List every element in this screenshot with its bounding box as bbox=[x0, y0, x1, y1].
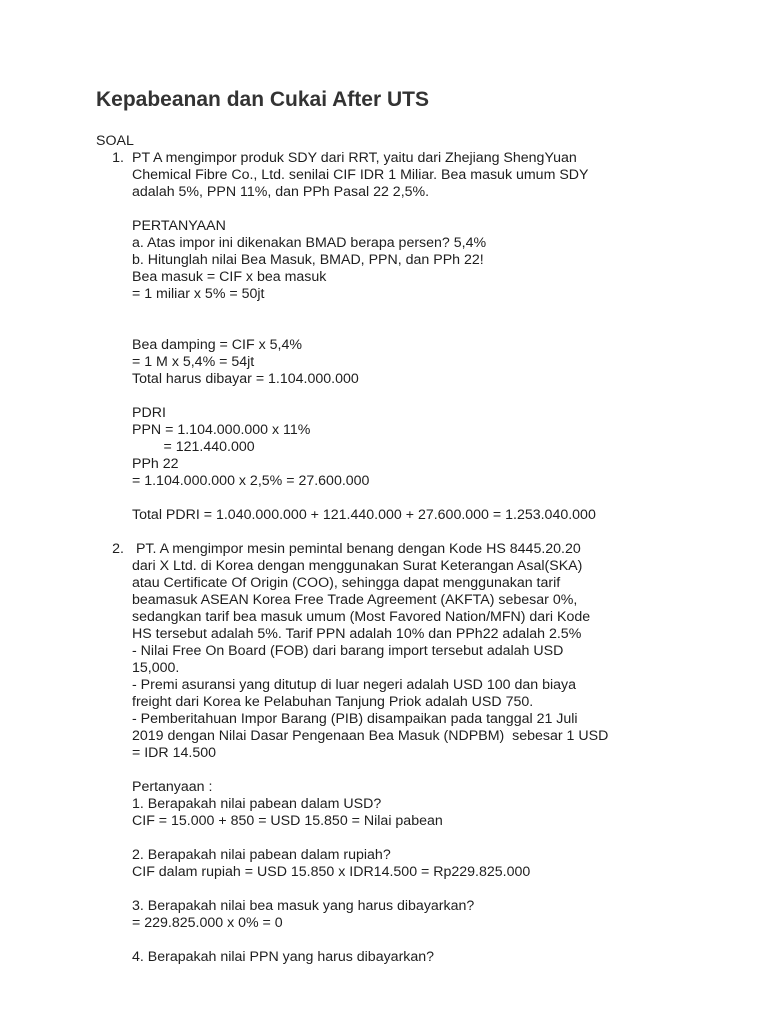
q2-line: HS tersebut adalah 5%. Tarif PPN adalah 10% dan PPh22 adalah 2.5% bbox=[132, 626, 582, 642]
document-page bbox=[96, 86, 716, 966]
soal-label: SOAL bbox=[96, 133, 134, 149]
q2-line: - Nilai Free On Board (FOB) dari barang import tersebut adalah USD bbox=[132, 643, 564, 659]
q2-line: PT. A mengimpor mesin pemintal benang dengan Kode HS 8445.20.20 bbox=[132, 541, 581, 557]
q1-line: Bea damping = CIF x 5,4% bbox=[132, 337, 302, 353]
q1-line: = 1 miliar x 5% = 50jt bbox=[132, 286, 265, 302]
question-1-number: 1. bbox=[112, 150, 124, 166]
q1-line: PDRI bbox=[132, 405, 166, 421]
q1-line: Total PDRI = 1.040.000.000 + 121.440.000 + 27.600.000 = 1.253.040.000 bbox=[132, 507, 596, 523]
q1-line: Total harus dibayar = 1.104.000.000 bbox=[132, 371, 359, 387]
q1-line bbox=[132, 388, 716, 405]
q2-line: 3. Berapakah nilai bea masuk yang harus dibayarkan? bbox=[132, 898, 475, 914]
q2-line: sedangkan tarif bea masuk umum (Most Favored Nation/MFN) dari Kode bbox=[132, 609, 591, 625]
q1-line bbox=[132, 201, 716, 218]
q2-line: - Pemberitahuan Impor Barang (PIB) disampaikan pada tanggal 21 Juli bbox=[132, 711, 578, 727]
q1-line: PERTANYAAN bbox=[132, 218, 226, 234]
q2-line: - Premi asuransi yang ditutup di luar negeri adalah USD 100 dan biaya bbox=[132, 677, 577, 693]
q2-line: 2. Berapakah nilai pabean dalam rupiah? bbox=[132, 847, 391, 863]
question-2-number: 2. bbox=[112, 541, 124, 557]
q2-line: atau Certificate Of Origin (COO), sehingga dapat menggunakan tarif bbox=[132, 575, 561, 591]
q2-line: CIF = 15.000 + 850 = USD 15.850 = Nilai pabean bbox=[132, 813, 443, 829]
q1-line: Chemical Fibre Co., Ltd. senilai CIF IDR 1 Miliar. Bea masuk umum SDY bbox=[132, 167, 589, 183]
q1-line: adalah 5%, PPN 11%, dan PPh Pasal 22 2,5%. bbox=[132, 184, 430, 200]
q2-line bbox=[132, 762, 716, 779]
q1-line: PT A mengimpor produk SDY dari RRT, yaitu dari Zhejiang ShengYuan bbox=[132, 150, 577, 166]
q1-line: Bea masuk = CIF x bea masuk bbox=[132, 269, 327, 285]
q1-line: PPh 22 bbox=[132, 456, 179, 472]
q1-line bbox=[132, 524, 716, 541]
question-2 bbox=[96, 541, 716, 966]
question-1 bbox=[96, 150, 716, 541]
q2-line: 15,000. bbox=[132, 660, 180, 676]
q2-line: beamasuk ASEAN Korea Free Trade Agreement (AKFTA) sebesar 0%, bbox=[132, 592, 578, 608]
q1-line: b. Hitunglah nilai Bea Masuk, BMAD, PPN, dan PPh 22! bbox=[132, 252, 484, 268]
q1-line: a. Atas impor ini dikenakan BMAD berapa persen? 5,4% bbox=[132, 235, 487, 251]
q2-line: = IDR 14.500 bbox=[132, 745, 216, 761]
q2-line: freight dari Korea ke Pelabuhan Tanjung Priok adalah USD 750. bbox=[132, 694, 534, 710]
q2-line: 2019 dengan Nilai Dasar Pengenaan Bea Masuk (NDPBM) sebesar 1 USD bbox=[132, 728, 609, 744]
question-1-body bbox=[124, 150, 716, 541]
document-title: Kepabeanan dan Cukai After UTS bbox=[96, 88, 429, 111]
q1-line: = 121.440.000 bbox=[132, 439, 255, 455]
q1-line bbox=[132, 490, 716, 507]
q1-line bbox=[132, 303, 716, 320]
q2-line: Pertanyaan : bbox=[132, 779, 213, 795]
q2-line bbox=[132, 881, 716, 898]
question-2-body bbox=[124, 541, 716, 966]
q2-line bbox=[132, 932, 716, 949]
q1-line: PPN = 1.104.000.000 x 11% bbox=[132, 422, 311, 438]
q1-line: = 1.104.000.000 x 2,5% = 27.600.000 bbox=[132, 473, 370, 489]
q1-line bbox=[132, 320, 716, 337]
q2-line: 1. Berapakah nilai pabean dalam USD? bbox=[132, 796, 382, 812]
q1-line: = 1 M x 5,4% = 54jt bbox=[132, 354, 255, 370]
q2-line: dari X Ltd. di Korea dengan menggunakan Surat Keterangan Asal(SKA) bbox=[132, 558, 583, 574]
q2-line: = 229.825.000 x 0% = 0 bbox=[132, 915, 283, 931]
q2-line: CIF dalam rupiah = USD 15.850 x IDR14.500 = Rp229.825.000 bbox=[132, 864, 531, 880]
q2-line bbox=[132, 830, 716, 847]
q2-line: 4. Berapakah nilai PPN yang harus dibayarkan? bbox=[132, 949, 435, 965]
